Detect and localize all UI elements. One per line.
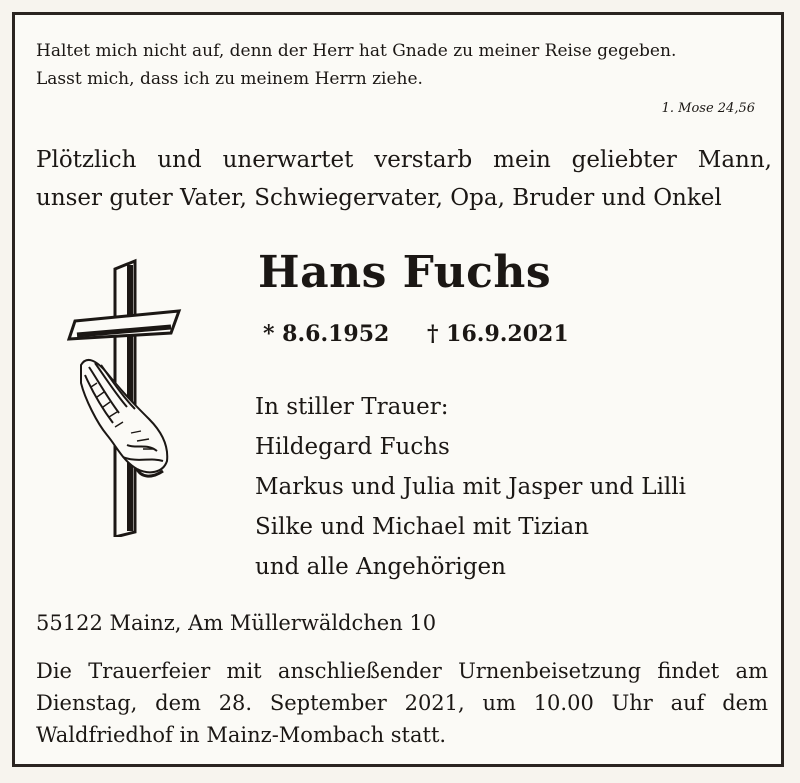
mourner-line: Hildegard Fuchs <box>255 434 450 460</box>
epigraph <box>36 37 766 93</box>
notice-line: Waldfriedhof in Mainz-Mombach statt. <box>36 723 447 747</box>
intro-line: Plötzlich und unerwartet verstarb mein geliebter Mann, <box>36 147 772 173</box>
epigraph-line: Haltet mich nicht auf, denn der Herr hat Gnade zu meiner Reise gegeben. <box>36 41 677 61</box>
death-date: † 16.9.2021 <box>427 321 569 347</box>
mourner-line: und alle Angehörigen <box>255 554 506 580</box>
birth-date: * 8.6.1952 <box>263 321 390 347</box>
verse-reference: 1. Mose 24,56 <box>661 101 755 116</box>
cross-with-praying-hands-icon <box>67 247 187 537</box>
mourners-heading: In stiller Trauer: <box>255 394 449 420</box>
intro-text <box>36 141 772 217</box>
obituary-notice <box>12 12 784 767</box>
intro-line: unser guter Vater, Schwiegervater, Opa, Bruder und Onkel <box>36 185 722 211</box>
mourner-line: Markus und Julia mit Jasper und Lilli <box>255 474 687 500</box>
notice-line: Die Trauerfeier mit anschließender Urnenbeisetzung findet am <box>36 659 768 683</box>
funeral-notice <box>36 655 768 751</box>
mourners-list <box>255 387 686 587</box>
deceased-name: Hans Fuchs <box>258 247 552 298</box>
life-dates <box>263 321 599 347</box>
mourner-line: Silke und Michael mit Tizian <box>255 514 589 540</box>
address: 55122 Mainz, Am Müllerwäldchen 10 <box>36 611 437 635</box>
notice-line: Dienstag, dem 28. September 2021, um 10.00 Uhr auf dem <box>36 691 768 715</box>
epigraph-line: Lasst mich, dass ich zu meinem Herrn ziehe. <box>36 69 423 89</box>
